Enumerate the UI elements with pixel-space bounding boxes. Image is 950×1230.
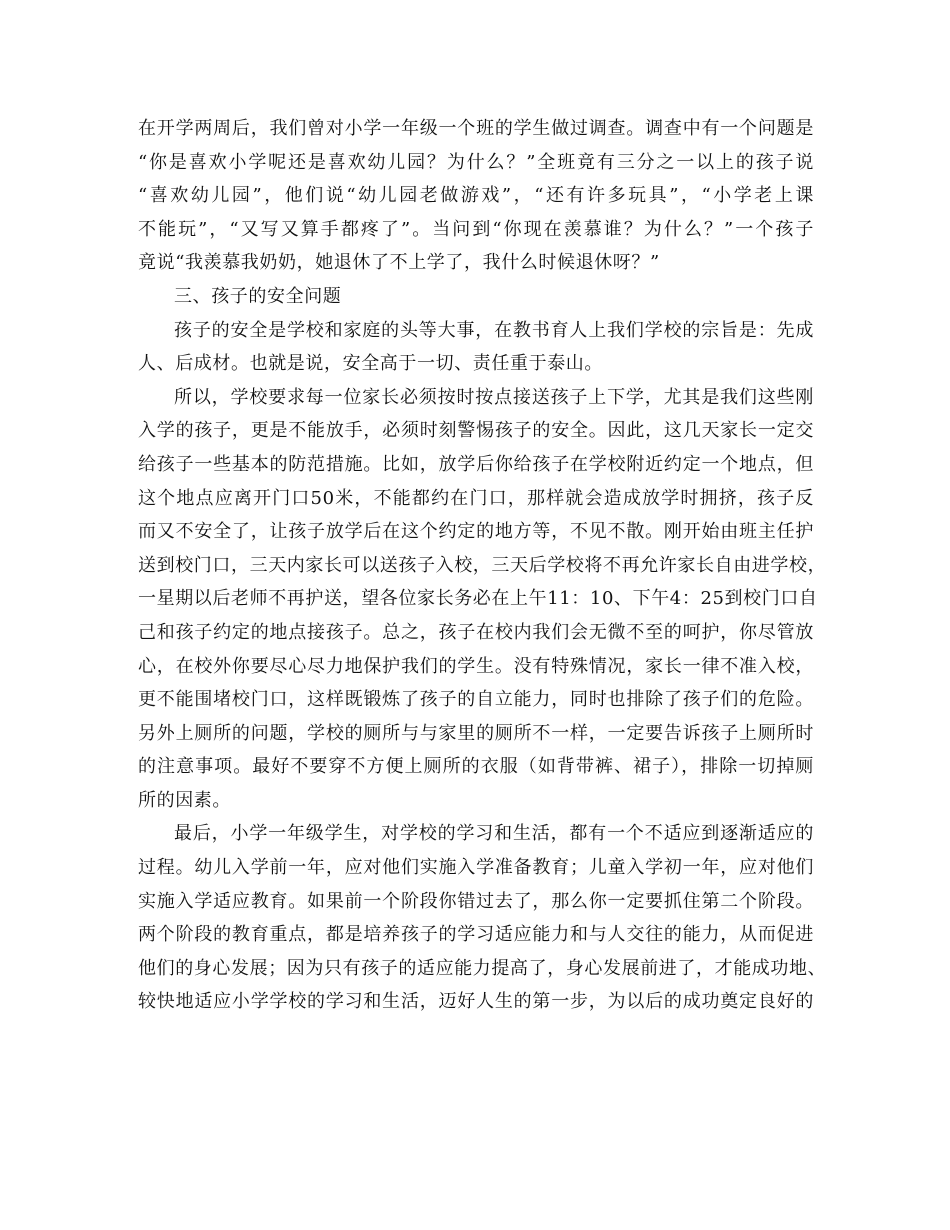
text-line: 入学的孩子，更是不能放手，必须时刻警惕孩子的安全。因此，这几天家长一定交 [138,420,814,442]
text-line: 另外上厕所的问题，学校的厕所与与家里的厕所不一样，一定要告诉孩子上厕所时 [138,722,814,744]
document-page [138,112,827,1019]
text-line: 送到校门口，三天内家长可以送孩子入校，三天后学校将不再允许家长自由进学校， [138,554,827,576]
text-line: 最后，小学一年级学生，对学校的学习和生活，都有一个不适应到逐渐适应的 [174,823,814,845]
text-line: 三、孩子的安全问题 [174,285,342,307]
text-line: 的注意事项。最好不要穿不方便上厕所的衣服（如背带裤、裙子），排除一切掉厕 [138,756,814,778]
text-line: 实施入学适应教育。如果前一个阶段你错过去了，那么你一定要抓住第二个阶段。 [138,890,814,912]
text-line: 一星期以后老师不再护送，望各位家长务必在上午11：10、下午4：25到校门口自 [138,588,818,610]
text-line: 而又不安全了，让孩子放学后在这个约定的地方等，不见不散。刚开始由班主任护 [138,521,814,543]
text-line: “你是喜欢小学呢还是喜欢幼儿园？为什么？”全班竟有三分之一以上的孩子说 [138,151,814,173]
text-line: 过程。幼儿入学前一年，应对他们实施入学准备教育；儿童入学初一年，应对他们 [138,857,814,879]
text-line: 他们的身心发展；因为只有孩子的适应能力提高了，身心发展前进了，才能成功地、 [138,957,827,979]
text-line: 两个阶段的教育重点，都是培养孩子的学习适应能力和与人交往的能力，从而促进 [138,924,814,946]
text-line: 人、后成材。也就是说，安全高于一切、责任重于泰山。 [138,353,603,375]
text-line: 所以，学校要求每一位家长必须按时按点接送孩子上下学，尤其是我们这些刚 [174,386,814,408]
text-line: 心，在校外你要尽心尽力地保护我们的学生。没有特殊情况，家长一律不准入校， [138,655,814,677]
text-line: 较快地适应小学学校的学习和生活，迈好人生的第一步，为以后的成功奠定良好的 [138,991,814,1013]
text-line: 在开学两周后，我们曾对小学一年级一个班的学生做过调查。调查中有一个问题是 [138,118,814,139]
text-line: 给孩子一些基本的防范措施。比如，放学后你给孩子在学校附近约定一个地点，但 [138,453,814,475]
text-line: 竟说“我羡慕我奶奶，她退休了不上学了，我什么时候退休呀？” [138,252,660,274]
text-line: 更不能围堵校门口，这样既锻炼了孩子的自立能力，同时也排除了孩子们的危险。 [138,689,814,711]
text-line: 这个地点应离开门口50米，不能都约在门口，那样就会造成放学时拥挤，孩子反 [138,487,814,509]
text-line: 不能玩”，“又写又算手都疼了”。当问到“你现在羡慕谁？为什么？”一个孩子 [138,218,814,240]
text-line: “喜欢幼儿园”，他们说“幼儿园老做游戏”，“还有许多玩具”，“小学老上课 [138,185,814,207]
text-line: 孩子的安全是学校和家庭的头等大事，在教书育人上我们学校的宗旨是：先成 [174,319,814,341]
text-line: 己和孩子约定的地点接孩子。总之，孩子在校内我们会无微不至的呵护，你尽管放 [138,621,814,643]
text-line: 所的因素。 [138,789,231,811]
